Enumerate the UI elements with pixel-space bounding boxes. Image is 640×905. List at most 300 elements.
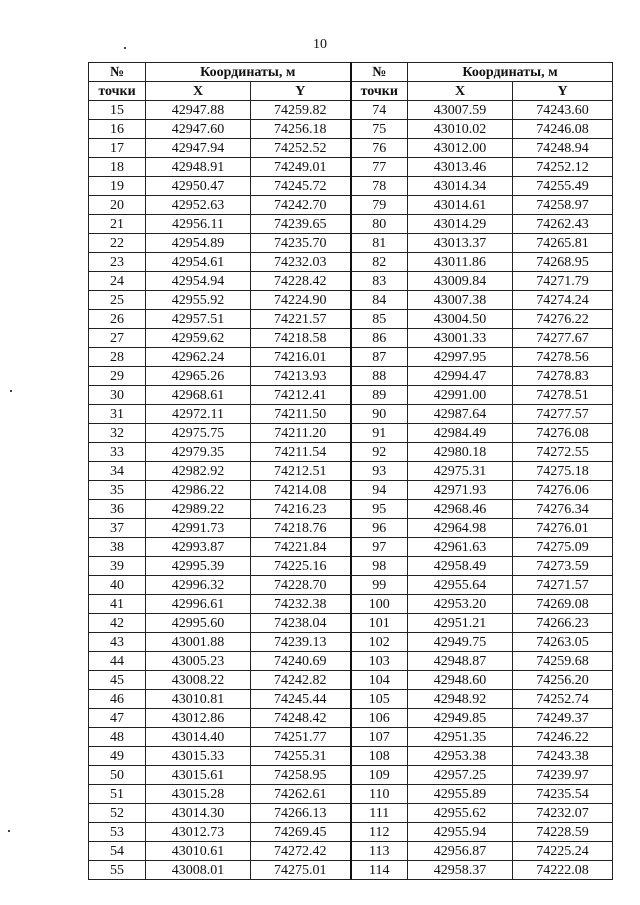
table-row bbox=[89, 500, 613, 519]
num-header: № bbox=[89, 63, 146, 82]
table-row bbox=[89, 519, 613, 538]
coord-y-cell: 74255.31 bbox=[251, 747, 351, 766]
coord-y-cell: 74246.22 bbox=[513, 728, 613, 747]
coord-y-cell: 74235.54 bbox=[513, 785, 613, 804]
table-row bbox=[89, 728, 613, 747]
table-row bbox=[89, 139, 613, 158]
coord-y-cell: 74239.65 bbox=[251, 215, 351, 234]
coord-y-cell: 74216.01 bbox=[251, 348, 351, 367]
table-row bbox=[89, 253, 613, 272]
coord-y-cell: 74276.34 bbox=[513, 500, 613, 519]
coord-x-cell: 42955.92 bbox=[146, 291, 251, 310]
coord-x-cell: 42997.95 bbox=[408, 348, 513, 367]
table-row bbox=[89, 367, 613, 386]
coord-y-cell: 74262.43 bbox=[513, 215, 613, 234]
table-row bbox=[89, 538, 613, 557]
point-number-cell: 109 bbox=[351, 766, 408, 785]
point-number-cell: 114 bbox=[351, 861, 408, 880]
coord-x-cell: 42975.31 bbox=[408, 462, 513, 481]
point-number-cell: 53 bbox=[89, 823, 146, 842]
coord-y-cell: 74258.95 bbox=[251, 766, 351, 785]
coord-x-cell: 43008.01 bbox=[146, 861, 251, 880]
coord-x-cell: 43012.00 bbox=[408, 139, 513, 158]
point-number-cell: 80 bbox=[351, 215, 408, 234]
coord-x-cell: 42996.61 bbox=[146, 595, 251, 614]
coord-y-cell: 74235.70 bbox=[251, 234, 351, 253]
coord-x-cell: 43015.33 bbox=[146, 747, 251, 766]
coord-x-cell: 42957.51 bbox=[146, 310, 251, 329]
coord-x-cell: 42951.21 bbox=[408, 614, 513, 633]
point-number-cell: 84 bbox=[351, 291, 408, 310]
point-number-cell: 83 bbox=[351, 272, 408, 291]
coord-x-cell: 42962.24 bbox=[146, 348, 251, 367]
point-number-cell: 49 bbox=[89, 747, 146, 766]
coord-x-cell: 43014.40 bbox=[146, 728, 251, 747]
coord-y-cell: 74228.42 bbox=[251, 272, 351, 291]
coord-y-cell: 74268.95 bbox=[513, 253, 613, 272]
coord-x-cell: 43001.33 bbox=[408, 329, 513, 348]
coord-x-cell: 43014.34 bbox=[408, 177, 513, 196]
point-number-cell: 108 bbox=[351, 747, 408, 766]
point-number-cell: 102 bbox=[351, 633, 408, 652]
coord-y-cell: 74243.38 bbox=[513, 747, 613, 766]
coord-x-cell: 42954.61 bbox=[146, 253, 251, 272]
coord-y-cell: 74276.22 bbox=[513, 310, 613, 329]
point-number-cell: 89 bbox=[351, 386, 408, 405]
coord-y-cell: 74251.77 bbox=[251, 728, 351, 747]
point-number-cell: 51 bbox=[89, 785, 146, 804]
coord-x-cell: 42947.60 bbox=[146, 120, 251, 139]
coord-x-cell: 43005.23 bbox=[146, 652, 251, 671]
coord-y-cell: 74239.97 bbox=[513, 766, 613, 785]
table-row bbox=[89, 424, 613, 443]
point-number-cell: 24 bbox=[89, 272, 146, 291]
point-number-cell: 77 bbox=[351, 158, 408, 177]
num-header: № bbox=[351, 63, 408, 82]
point-number-cell: 29 bbox=[89, 367, 146, 386]
coord-x-cell: 42996.32 bbox=[146, 576, 251, 595]
table-row bbox=[89, 177, 613, 196]
point-number-cell: 78 bbox=[351, 177, 408, 196]
scan-speck bbox=[8, 830, 10, 832]
coord-x-cell: 42948.92 bbox=[408, 690, 513, 709]
table-row bbox=[89, 215, 613, 234]
table-body bbox=[89, 101, 613, 880]
coord-x-cell: 42982.92 bbox=[146, 462, 251, 481]
coord-y-cell: 74271.79 bbox=[513, 272, 613, 291]
coord-y-cell: 74232.07 bbox=[513, 804, 613, 823]
table-row bbox=[89, 291, 613, 310]
point-number-cell: 105 bbox=[351, 690, 408, 709]
point-number-cell: 97 bbox=[351, 538, 408, 557]
coord-y-cell: 74243.60 bbox=[513, 101, 613, 120]
table-row bbox=[89, 804, 613, 823]
coord-x-cell: 42954.94 bbox=[146, 272, 251, 291]
coord-y-cell: 74222.08 bbox=[513, 861, 613, 880]
y-header: Y bbox=[513, 82, 613, 101]
coord-x-cell: 42958.49 bbox=[408, 557, 513, 576]
point-number-cell: 15 bbox=[89, 101, 146, 120]
coord-y-cell: 74275.18 bbox=[513, 462, 613, 481]
coord-x-cell: 42991.00 bbox=[408, 386, 513, 405]
point-number-cell: 30 bbox=[89, 386, 146, 405]
coord-x-cell: 42965.26 bbox=[146, 367, 251, 386]
coord-y-cell: 74211.54 bbox=[251, 443, 351, 462]
point-number-cell: 34 bbox=[89, 462, 146, 481]
point-subheader: точки bbox=[89, 82, 146, 101]
coord-y-cell: 74259.82 bbox=[251, 101, 351, 120]
point-number-cell: 41 bbox=[89, 595, 146, 614]
coord-x-cell: 43010.02 bbox=[408, 120, 513, 139]
coord-x-cell: 42989.22 bbox=[146, 500, 251, 519]
coord-x-cell: 42947.88 bbox=[146, 101, 251, 120]
coord-x-cell: 43013.46 bbox=[408, 158, 513, 177]
coord-x-cell: 43014.29 bbox=[408, 215, 513, 234]
coord-x-cell: 42957.25 bbox=[408, 766, 513, 785]
coord-y-cell: 74252.52 bbox=[251, 139, 351, 158]
point-number-cell: 36 bbox=[89, 500, 146, 519]
coord-x-cell: 42986.22 bbox=[146, 481, 251, 500]
coord-x-cell: 43012.73 bbox=[146, 823, 251, 842]
coord-x-cell: 42975.75 bbox=[146, 424, 251, 443]
coord-y-cell: 74277.57 bbox=[513, 405, 613, 424]
table-row bbox=[89, 861, 613, 880]
coord-x-cell: 43007.59 bbox=[408, 101, 513, 120]
point-number-cell: 22 bbox=[89, 234, 146, 253]
coord-x-cell: 43004.50 bbox=[408, 310, 513, 329]
coord-y-cell: 74275.01 bbox=[251, 861, 351, 880]
coord-y-cell: 74276.06 bbox=[513, 481, 613, 500]
coord-y-cell: 74212.41 bbox=[251, 386, 351, 405]
table-row bbox=[89, 348, 613, 367]
table-row bbox=[89, 101, 613, 120]
coord-x-cell: 42959.62 bbox=[146, 329, 251, 348]
point-number-cell: 50 bbox=[89, 766, 146, 785]
point-number-cell: 26 bbox=[89, 310, 146, 329]
coord-x-cell: 43015.61 bbox=[146, 766, 251, 785]
point-number-cell: 86 bbox=[351, 329, 408, 348]
coord-x-cell: 42955.64 bbox=[408, 576, 513, 595]
coord-y-cell: 74212.51 bbox=[251, 462, 351, 481]
coord-x-cell: 42980.18 bbox=[408, 443, 513, 462]
point-number-cell: 18 bbox=[89, 158, 146, 177]
point-number-cell: 103 bbox=[351, 652, 408, 671]
coord-y-cell: 74271.57 bbox=[513, 576, 613, 595]
coord-x-cell: 42955.89 bbox=[408, 785, 513, 804]
point-number-cell: 38 bbox=[89, 538, 146, 557]
point-number-cell: 110 bbox=[351, 785, 408, 804]
coord-x-cell: 43010.81 bbox=[146, 690, 251, 709]
coord-y-cell: 74216.23 bbox=[251, 500, 351, 519]
point-number-cell: 88 bbox=[351, 367, 408, 386]
coord-y-cell: 74256.18 bbox=[251, 120, 351, 139]
coord-x-cell: 43012.86 bbox=[146, 709, 251, 728]
table-row bbox=[89, 747, 613, 766]
point-number-cell: 25 bbox=[89, 291, 146, 310]
coord-x-cell: 42948.91 bbox=[146, 158, 251, 177]
coord-x-cell: 42948.87 bbox=[408, 652, 513, 671]
point-number-cell: 23 bbox=[89, 253, 146, 272]
point-number-cell: 76 bbox=[351, 139, 408, 158]
coord-y-cell: 74246.08 bbox=[513, 120, 613, 139]
coord-y-cell: 74245.44 bbox=[251, 690, 351, 709]
point-number-cell: 79 bbox=[351, 196, 408, 215]
coord-y-cell: 74278.51 bbox=[513, 386, 613, 405]
coord-y-cell: 74242.82 bbox=[251, 671, 351, 690]
scan-speck bbox=[10, 390, 12, 392]
table-row bbox=[89, 120, 613, 139]
coord-y-cell: 74239.13 bbox=[251, 633, 351, 652]
coord-y-cell: 74265.81 bbox=[513, 234, 613, 253]
coord-y-cell: 74221.84 bbox=[251, 538, 351, 557]
point-number-cell: 112 bbox=[351, 823, 408, 842]
table-row bbox=[89, 329, 613, 348]
coord-x-cell: 42956.11 bbox=[146, 215, 251, 234]
coord-x-cell: 42954.89 bbox=[146, 234, 251, 253]
coords-header: Координаты, м bbox=[146, 63, 351, 82]
x-header: X bbox=[146, 82, 251, 101]
coord-x-cell: 43009.84 bbox=[408, 272, 513, 291]
table-row bbox=[89, 272, 613, 291]
coord-y-cell: 74259.68 bbox=[513, 652, 613, 671]
coord-y-cell: 74228.59 bbox=[513, 823, 613, 842]
coord-x-cell: 43013.37 bbox=[408, 234, 513, 253]
coord-x-cell: 42958.37 bbox=[408, 861, 513, 880]
scan-speck bbox=[124, 47, 126, 49]
point-number-cell: 96 bbox=[351, 519, 408, 538]
coord-y-cell: 74276.01 bbox=[513, 519, 613, 538]
point-number-cell: 91 bbox=[351, 424, 408, 443]
point-number-cell: 40 bbox=[89, 576, 146, 595]
coord-x-cell: 42949.85 bbox=[408, 709, 513, 728]
point-number-cell: 48 bbox=[89, 728, 146, 747]
point-number-cell: 95 bbox=[351, 500, 408, 519]
point-number-cell: 52 bbox=[89, 804, 146, 823]
table-row bbox=[89, 595, 613, 614]
table-row bbox=[89, 785, 613, 804]
coord-y-cell: 74272.55 bbox=[513, 443, 613, 462]
coord-x-cell: 42949.75 bbox=[408, 633, 513, 652]
point-number-cell: 85 bbox=[351, 310, 408, 329]
coord-y-cell: 74248.94 bbox=[513, 139, 613, 158]
coord-y-cell: 74218.58 bbox=[251, 329, 351, 348]
point-number-cell: 35 bbox=[89, 481, 146, 500]
coord-x-cell: 42994.47 bbox=[408, 367, 513, 386]
coord-y-cell: 74211.20 bbox=[251, 424, 351, 443]
table-row bbox=[89, 842, 613, 861]
point-number-cell: 107 bbox=[351, 728, 408, 747]
table-row bbox=[89, 310, 613, 329]
coord-y-cell: 74221.57 bbox=[251, 310, 351, 329]
point-number-cell: 28 bbox=[89, 348, 146, 367]
table-row bbox=[89, 709, 613, 728]
coord-x-cell: 42947.94 bbox=[146, 139, 251, 158]
page-number: 10 bbox=[313, 37, 327, 52]
point-number-cell: 20 bbox=[89, 196, 146, 215]
coord-x-cell: 42972.11 bbox=[146, 405, 251, 424]
table-row bbox=[89, 158, 613, 177]
point-number-cell: 33 bbox=[89, 443, 146, 462]
point-number-cell: 54 bbox=[89, 842, 146, 861]
coord-x-cell: 42984.49 bbox=[408, 424, 513, 443]
point-number-cell: 32 bbox=[89, 424, 146, 443]
coord-y-cell: 74276.08 bbox=[513, 424, 613, 443]
coord-y-cell: 74256.20 bbox=[513, 671, 613, 690]
coord-x-cell: 42952.63 bbox=[146, 196, 251, 215]
point-number-cell: 92 bbox=[351, 443, 408, 462]
coord-y-cell: 74232.03 bbox=[251, 253, 351, 272]
point-number-cell: 81 bbox=[351, 234, 408, 253]
point-number-cell: 47 bbox=[89, 709, 146, 728]
coord-y-cell: 74225.24 bbox=[513, 842, 613, 861]
table-row bbox=[89, 823, 613, 842]
table-row bbox=[89, 633, 613, 652]
coord-y-cell: 74262.61 bbox=[251, 785, 351, 804]
coord-x-cell: 42951.35 bbox=[408, 728, 513, 747]
coord-y-cell: 74278.56 bbox=[513, 348, 613, 367]
coord-x-cell: 42995.60 bbox=[146, 614, 251, 633]
point-number-cell: 87 bbox=[351, 348, 408, 367]
coord-x-cell: 43011.86 bbox=[408, 253, 513, 272]
coord-y-cell: 74214.08 bbox=[251, 481, 351, 500]
table-row bbox=[89, 652, 613, 671]
coord-x-cell: 43001.88 bbox=[146, 633, 251, 652]
point-number-cell: 42 bbox=[89, 614, 146, 633]
table-row bbox=[89, 386, 613, 405]
coord-y-cell: 74273.59 bbox=[513, 557, 613, 576]
point-number-cell: 100 bbox=[351, 595, 408, 614]
point-number-cell: 39 bbox=[89, 557, 146, 576]
coord-y-cell: 74213.93 bbox=[251, 367, 351, 386]
point-subheader: точки bbox=[351, 82, 408, 101]
coord-y-cell: 74266.13 bbox=[251, 804, 351, 823]
coord-y-cell: 74228.70 bbox=[251, 576, 351, 595]
table-row bbox=[89, 690, 613, 709]
point-number-cell: 21 bbox=[89, 215, 146, 234]
point-number-cell: 16 bbox=[89, 120, 146, 139]
x-header: X bbox=[408, 82, 513, 101]
table-row bbox=[89, 557, 613, 576]
point-number-cell: 37 bbox=[89, 519, 146, 538]
coord-y-cell: 74266.23 bbox=[513, 614, 613, 633]
point-number-cell: 43 bbox=[89, 633, 146, 652]
coord-x-cell: 42968.61 bbox=[146, 386, 251, 405]
coord-x-cell: 43008.22 bbox=[146, 671, 251, 690]
coord-x-cell: 42950.47 bbox=[146, 177, 251, 196]
coord-y-cell: 74269.08 bbox=[513, 595, 613, 614]
coord-y-cell: 74224.90 bbox=[251, 291, 351, 310]
coord-y-cell: 74242.70 bbox=[251, 196, 351, 215]
point-number-cell: 46 bbox=[89, 690, 146, 709]
point-number-cell: 55 bbox=[89, 861, 146, 880]
point-number-cell: 106 bbox=[351, 709, 408, 728]
coord-x-cell: 42987.64 bbox=[408, 405, 513, 424]
coord-x-cell: 43014.30 bbox=[146, 804, 251, 823]
coord-y-cell: 74249.37 bbox=[513, 709, 613, 728]
point-number-cell: 94 bbox=[351, 481, 408, 500]
coords-header: Координаты, м bbox=[408, 63, 613, 82]
coord-y-cell: 74252.74 bbox=[513, 690, 613, 709]
coordinates-table bbox=[88, 62, 613, 880]
coord-x-cell: 42961.63 bbox=[408, 538, 513, 557]
coord-y-cell: 74272.42 bbox=[251, 842, 351, 861]
header-row-top bbox=[89, 63, 613, 82]
table-row bbox=[89, 671, 613, 690]
coord-y-cell: 74252.12 bbox=[513, 158, 613, 177]
coord-x-cell: 42948.60 bbox=[408, 671, 513, 690]
coord-y-cell: 74263.05 bbox=[513, 633, 613, 652]
table-row bbox=[89, 405, 613, 424]
coord-x-cell: 42953.20 bbox=[408, 595, 513, 614]
coord-x-cell: 42955.62 bbox=[408, 804, 513, 823]
point-number-cell: 111 bbox=[351, 804, 408, 823]
point-number-cell: 82 bbox=[351, 253, 408, 272]
point-number-cell: 113 bbox=[351, 842, 408, 861]
header-row-bottom bbox=[89, 82, 613, 101]
coord-y-cell: 74211.50 bbox=[251, 405, 351, 424]
coord-y-cell: 74240.69 bbox=[251, 652, 351, 671]
coord-x-cell: 42964.98 bbox=[408, 519, 513, 538]
table-row bbox=[89, 196, 613, 215]
coord-x-cell: 42968.46 bbox=[408, 500, 513, 519]
table-row bbox=[89, 614, 613, 633]
point-number-cell: 90 bbox=[351, 405, 408, 424]
coord-y-cell: 74232.38 bbox=[251, 595, 351, 614]
coord-y-cell: 74274.24 bbox=[513, 291, 613, 310]
coord-x-cell: 42995.39 bbox=[146, 557, 251, 576]
table-row bbox=[89, 443, 613, 462]
coord-x-cell: 43015.28 bbox=[146, 785, 251, 804]
point-number-cell: 19 bbox=[89, 177, 146, 196]
point-number-cell: 31 bbox=[89, 405, 146, 424]
coord-y-cell: 74269.45 bbox=[251, 823, 351, 842]
coord-x-cell: 42955.94 bbox=[408, 823, 513, 842]
coord-x-cell: 42991.73 bbox=[146, 519, 251, 538]
point-number-cell: 93 bbox=[351, 462, 408, 481]
coord-y-cell: 74245.72 bbox=[251, 177, 351, 196]
coord-y-cell: 74248.42 bbox=[251, 709, 351, 728]
point-number-cell: 101 bbox=[351, 614, 408, 633]
coord-x-cell: 42953.38 bbox=[408, 747, 513, 766]
point-number-cell: 75 bbox=[351, 120, 408, 139]
coord-y-cell: 74225.16 bbox=[251, 557, 351, 576]
table-row bbox=[89, 462, 613, 481]
coord-x-cell: 42956.87 bbox=[408, 842, 513, 861]
coord-x-cell: 43014.61 bbox=[408, 196, 513, 215]
point-number-cell: 27 bbox=[89, 329, 146, 348]
point-number-cell: 98 bbox=[351, 557, 408, 576]
coord-y-cell: 74275.09 bbox=[513, 538, 613, 557]
coord-x-cell: 43007.38 bbox=[408, 291, 513, 310]
coord-y-cell: 74255.49 bbox=[513, 177, 613, 196]
coord-x-cell: 42971.93 bbox=[408, 481, 513, 500]
coord-x-cell: 42979.35 bbox=[146, 443, 251, 462]
coord-y-cell: 74218.76 bbox=[251, 519, 351, 538]
point-number-cell: 104 bbox=[351, 671, 408, 690]
table-row bbox=[89, 481, 613, 500]
point-number-cell: 17 bbox=[89, 139, 146, 158]
coord-y-cell: 74277.67 bbox=[513, 329, 613, 348]
coord-x-cell: 43010.61 bbox=[146, 842, 251, 861]
coord-y-cell: 74238.04 bbox=[251, 614, 351, 633]
coord-y-cell: 74278.83 bbox=[513, 367, 613, 386]
table-row bbox=[89, 576, 613, 595]
coord-x-cell: 42993.87 bbox=[146, 538, 251, 557]
coord-y-cell: 74258.97 bbox=[513, 196, 613, 215]
point-number-cell: 99 bbox=[351, 576, 408, 595]
table-row bbox=[89, 234, 613, 253]
point-number-cell: 74 bbox=[351, 101, 408, 120]
